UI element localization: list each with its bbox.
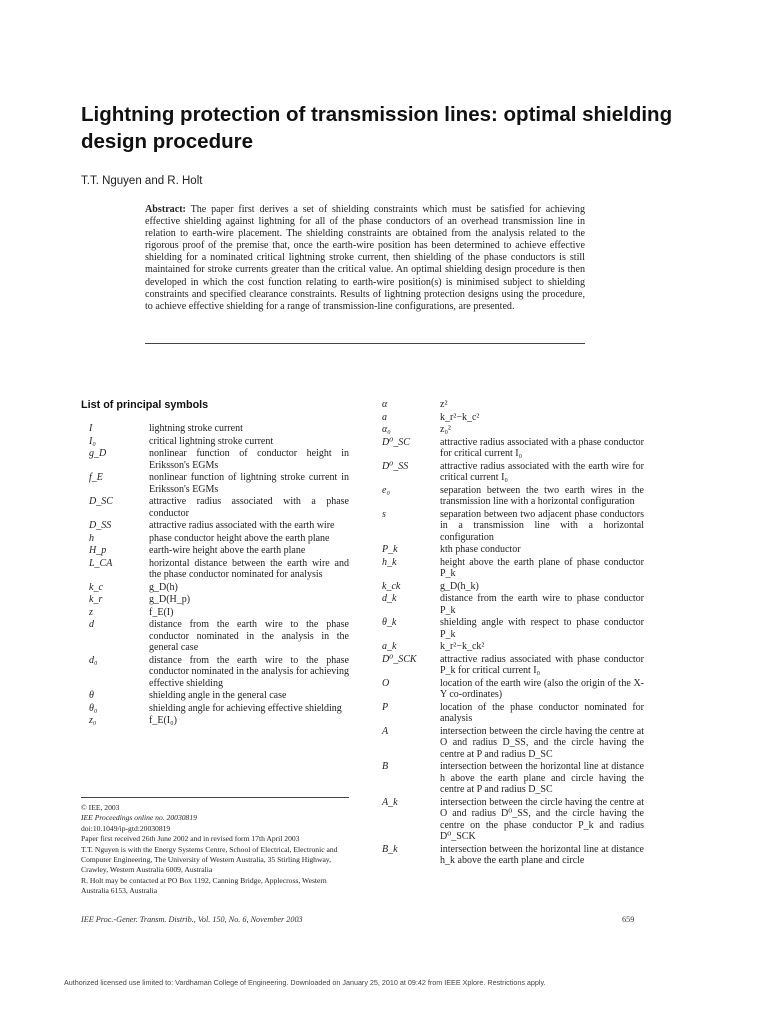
page-number: 659	[622, 915, 635, 924]
symbol: H_p	[89, 545, 107, 556]
symbol: θ_k	[382, 617, 397, 628]
symbol-row	[382, 581, 644, 593]
abstract	[145, 204, 585, 313]
proceedings-note: IEE Proceedings online no. 20030819	[81, 813, 197, 823]
symbol-definition: intersection between the circle having the centre at O and radius D_SS, and the circle having the centre at P and radius D_SC	[440, 725, 644, 760]
symbol: a	[382, 411, 387, 423]
symbol-row	[89, 448, 349, 471]
affiliation-note-2: R. Holt may be contacted at PO Box 1192, Canning Bridge, Applecross, Western Australia 6153, Australia	[81, 875, 327, 896]
symbol-definition: g_D(H_p)	[149, 594, 191, 605]
copyright-note: © IEE, 2003	[81, 803, 120, 812]
symbol: d	[89, 619, 94, 630]
symbol-row	[89, 520, 349, 532]
symbol: A	[382, 725, 389, 737]
symbol-definition: lightning stroke current	[149, 423, 243, 434]
symbol-definition: z²	[440, 399, 448, 410]
symbol: h	[89, 532, 94, 544]
symbol: s	[382, 508, 386, 520]
symbol: B	[382, 761, 389, 772]
symbol: a_k	[382, 641, 397, 652]
symbol: L_CA	[89, 557, 113, 569]
symbol-definition: location of the phase conductor nominated for analysis	[440, 701, 644, 724]
symbol-row	[89, 472, 349, 495]
symbol-row	[382, 412, 644, 424]
abstract-text: The paper first derives a set of shielding constraints which must be satisfied for achieving effective shielding against lightning for all of the phase conductors of an overhead transmission line in relation to earth-wire placement. The shielding constraints are obtained from the analysis related to the rigorous proof of the premise that, once the earth-wire position has been determined to achieve effective shielding for a nominated critical lightning stroke current, then shielding of the phase conductors is still maintained for stroke currents greater than the critical value. An optimal shielding design procedure is then developed in which the cost function relating to earth-wire position(s) is minimised subject to shielding constraints and specified clearance constraints. Results of lightning protection designs using the procedure, to achieve effective shielding for a range of transmission-line configurations, are presented.	[145, 204, 586, 312]
symbol-row	[89, 436, 349, 448]
symbol-row	[382, 485, 644, 508]
symbol-row	[382, 557, 644, 580]
symbol: e₀	[382, 484, 390, 496]
symbol-definition: intersection between the horizontal line at distance h_k above the earth plane and circle	[440, 843, 644, 866]
symbol: D_SS	[89, 520, 112, 531]
symbol-row	[382, 797, 644, 843]
symbol-row	[382, 761, 644, 796]
symbol-definition: location of the earth wire (also the origin of the X-Y co-ordinates)	[440, 677, 644, 700]
symbol-definition: nonlinear function of lightning stroke current in Eriksson's EGMs	[149, 472, 349, 495]
symbol: I	[89, 423, 93, 434]
symbol-row	[89, 496, 349, 519]
symbol-row	[89, 533, 349, 545]
symbol-row	[382, 509, 644, 544]
symbol-definition: phase conductor height above the earth plane	[149, 532, 330, 544]
symbol-row	[89, 558, 349, 581]
symbol-definition: critical lightning stroke current	[149, 435, 274, 447]
symbol-definition: k_r²−k_ck²	[440, 641, 485, 652]
symbol: θ₀	[89, 702, 98, 714]
symbol-row	[382, 678, 644, 701]
symbol-definition: separation between the two earth wires in the transmission line with a horizontal configuration	[440, 484, 644, 507]
symbol-definition: f_E(I₀)	[149, 715, 177, 726]
symbol-definition: distance from the earth wire to the phase conductor nominated in the analysis in the general case	[149, 619, 349, 653]
symbol: D_SC	[89, 496, 113, 507]
symbol: k_r	[89, 594, 103, 605]
affiliation-note-1: T.T. Nguyen is with the Energy Systems Centre, School of Electrical, Electronic and Computer Engineering, The University of Western Australia, 35 Stirling Highway, Crawley, Western Australia 6009, Australia	[81, 844, 338, 875]
symbol: h_k	[382, 556, 397, 568]
symbol: O	[382, 677, 390, 689]
symbol-definition: shielding angle with respect to phase conductor P_k	[440, 617, 644, 640]
symbol-definition: intersection between the circle having the centre at O and radius D⁰_SS, and the circle having the centre on the phase conductor P_k and radius D⁰_SCK	[440, 796, 644, 842]
symbol-definition: intersection between the horizontal line at distance h above the earth plane and circle having the centre at P and radius D_SC	[440, 761, 644, 795]
symbol: g_D	[89, 448, 107, 459]
symbol-row	[382, 726, 644, 761]
symbol-row	[89, 582, 349, 594]
symbol-definition: k_r²−k_c²	[440, 411, 480, 423]
symbol: I₀	[89, 435, 96, 447]
symbol-definition: earth-wire height above the earth plane	[149, 545, 306, 556]
symbol-definition: attractive radius associated with a phase conductor for critical current I₀	[440, 436, 644, 459]
symbol-row	[382, 617, 644, 640]
symbol: α₀	[382, 424, 391, 435]
symbol: D⁰_SCK	[382, 653, 417, 665]
symbol-definition: horizontal distance between the earth wire and the phase conductor nominated for analysis	[149, 557, 349, 580]
symbol-row	[89, 423, 349, 435]
symbol-row	[89, 619, 349, 654]
symbol: A_k	[382, 796, 398, 808]
symbol-row	[382, 593, 644, 616]
symbol-row	[382, 399, 644, 411]
symbol-row	[382, 424, 644, 436]
symbol: z	[89, 606, 93, 618]
symbol: f_E	[89, 472, 103, 483]
symbol-list-left	[89, 423, 349, 728]
symbol-row	[89, 545, 349, 557]
symbol-definition: distance from the earth wire to the phase conductor nominated in the analysis for achieving effective shielding	[149, 654, 349, 689]
symbol-definition: f_E(I)	[149, 606, 174, 618]
received-note: Paper first received 26th June 2002 and in revised form 17th April 2003	[81, 834, 300, 844]
symbol: B_k	[382, 843, 398, 855]
journal-line: IEE Proc.-Gener. Transm. Distrib., Vol. 150, No. 6, November 2003	[81, 915, 303, 924]
symbol-definition: kth phase conductor	[440, 544, 521, 555]
symbol: z₀	[89, 715, 97, 726]
abstract-divider	[145, 343, 585, 344]
symbol-definition: z₀²	[440, 424, 451, 435]
doi-note: doi:10.1049/ip-gtd:20030819	[81, 823, 171, 833]
symbol: k_ck	[382, 580, 401, 592]
symbol-definition: height above the earth plane of phase conductor P_k	[440, 556, 644, 579]
symbol-row	[89, 655, 349, 690]
symbol-definition: attractive radius associated with the earth wire	[149, 520, 335, 531]
symbol: D⁰_SC	[382, 436, 410, 448]
symbol-definition: g_D(h_k)	[440, 580, 479, 592]
symbol: α	[382, 399, 388, 410]
symbol: d₀	[89, 654, 98, 666]
abstract-label: Abstract:	[145, 204, 186, 215]
symbol-definition: g_D(h)	[149, 581, 178, 593]
symbol-row	[89, 607, 349, 619]
symbol-row	[382, 702, 644, 725]
symbol-definition: attractive radius associated with a phase conductor	[149, 496, 349, 519]
symbol-row	[382, 437, 644, 460]
symbol-row	[89, 690, 349, 702]
symbol-row	[382, 461, 644, 484]
license-notice: Authorized licensed use limited to: Vardhaman College of Engineering. Downloaded on January 25, 2010 at 09:42 from IEEE Xplore. Restrictions apply.	[64, 978, 546, 987]
footnote-divider	[81, 797, 349, 798]
symbol-row	[89, 715, 349, 727]
symbol-definition: attractive radius associated with the earth wire for critical current I₀	[440, 460, 644, 483]
symbol-row	[89, 594, 349, 606]
symbols-heading: List of principal symbols	[81, 399, 209, 411]
symbol-row	[382, 544, 644, 556]
symbol: P_k	[382, 544, 398, 555]
paper-title: Lightning protection of transmission lines: optimal shielding design procedure	[81, 103, 673, 153]
symbol: D⁰_SS	[382, 460, 409, 472]
symbol-row	[382, 654, 644, 677]
symbol-definition: attractive radius associated with phase conductor P_k for critical current I₀	[440, 653, 644, 676]
symbol: k_c	[89, 581, 103, 593]
symbol: θ	[89, 690, 94, 701]
symbol-row	[89, 703, 349, 715]
symbol-definition: separation between two adjacent phase conductors in a transmission line with a horizontal configuration	[440, 508, 644, 543]
symbol: P	[382, 701, 389, 713]
symbol-definition: shielding angle in the general case	[149, 690, 287, 701]
symbol-row	[382, 844, 644, 867]
symbol-definition: nonlinear function of conductor height in Eriksson's EGMs	[149, 448, 349, 471]
author-line: T.T. Nguyen and R. Holt	[81, 175, 203, 187]
symbol-row	[382, 641, 644, 653]
symbol-definition: shielding angle for achieving effective shielding	[149, 702, 342, 714]
symbol-list-right	[382, 399, 644, 868]
symbol-definition: distance from the earth wire to phase conductor P_k	[440, 593, 644, 616]
symbol: d_k	[382, 593, 397, 604]
footnotes	[81, 803, 356, 897]
